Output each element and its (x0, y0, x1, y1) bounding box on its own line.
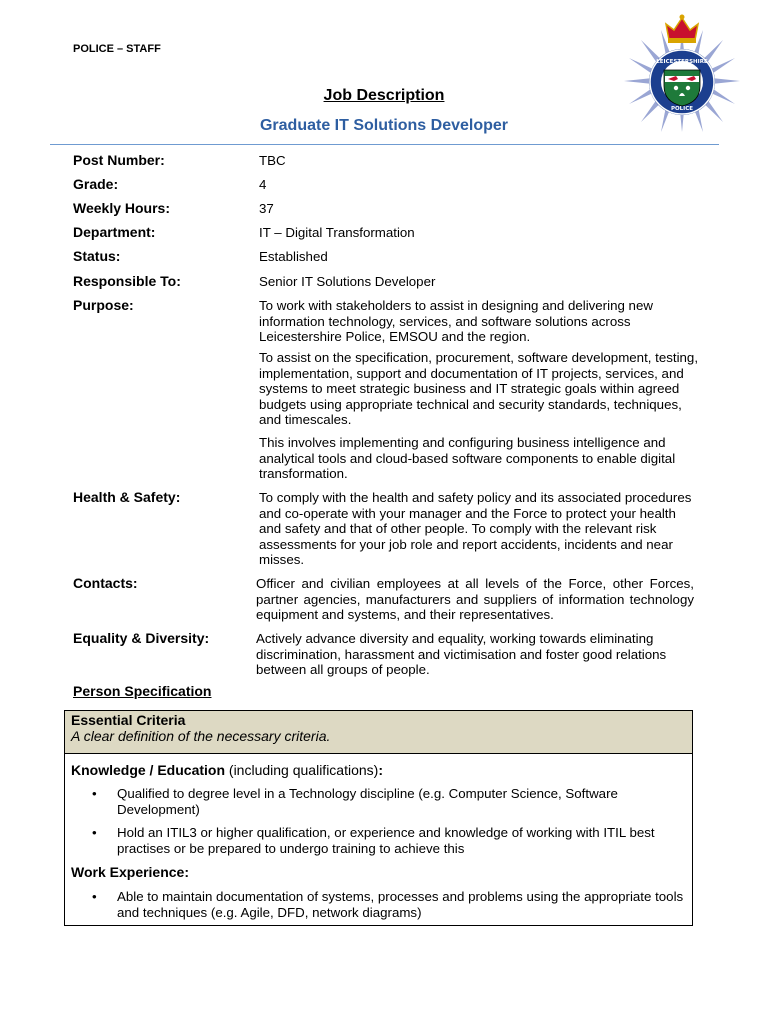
list-item (92, 889, 687, 920)
health-safety-label: Health & Safety: (73, 489, 181, 505)
essential-criteria-header (65, 711, 692, 754)
contacts-label: Contacts: (73, 575, 138, 591)
crest-text-top: LEICESTERSHIRE (656, 59, 708, 65)
crown-icon (666, 15, 698, 44)
document-title: Job Description (323, 87, 445, 104)
essential-criteria-title: Essential Criteria (71, 712, 186, 728)
list-item (92, 825, 687, 856)
grade-label: Grade: (73, 176, 119, 192)
responsible-to-label: Responsible To: (73, 273, 181, 289)
post-number-label: Post Number: (73, 152, 165, 168)
staff-label: POLICE – STAFF (73, 43, 161, 55)
essential-criteria-description: A clear definition of the necessary criteria. (71, 728, 331, 744)
status-label: Status: (73, 248, 121, 264)
health-safety-value: To comply with the health and safety policy and its associated procedures and co-operate with your manager and the Force to protect your health and safety and that of other people. To comply with the relevant risk assessments for your job role and report accidents, incidents and near misses. (259, 490, 692, 568)
purpose-paragraph-1: To work with stakeholders to assist in designing and delivering new information technology, services, and software solutions across Leicestershire Police, EMSOU and the region. (259, 298, 653, 345)
equality-value: Actively advance diversity and equality, working towards eliminating discrimination, harassment and victimisation and foster good relations between all groups of people. (256, 631, 667, 678)
purpose-label: Purpose: (73, 297, 134, 313)
purpose-paragraph-2: To assist on the specification, procurement, software development, testing, implementation, support and documentation of IT projects, services, and systems to meet strategic business and IT strategic goals within agreed budgets using appropriate technical and security standards, techniques, and timescales. (259, 350, 699, 428)
crest-text-bottom: POLICE (670, 106, 694, 112)
knowledge-item-2: Hold an ITIL3 or higher qualification, or experience and knowledge of working with ITIL best practises or be prepared to undergo training to achieve this (117, 825, 655, 856)
weekly-hours-value: 37 (259, 201, 274, 216)
job-title: Graduate IT Solutions Developer (259, 117, 509, 134)
purpose-paragraph-3: This involves implementing and configuring business intelligence and analytical tools and cloud-based software components to enable digital transformation. (259, 435, 676, 482)
knowledge-heading-bold: Knowledge / Education (71, 762, 226, 778)
weekly-hours-label: Weekly Hours: (73, 200, 170, 216)
contacts-value: Officer and civilian employees at all levels of the Force, other Forces, partner agencies, manufacturers and suppliers of information technology equipment and systems, and their representatives. (256, 576, 694, 623)
responsible-to-value: Senior IT Solutions Developer (259, 274, 436, 289)
work-experience-heading (71, 864, 189, 880)
equality-label: Equality & Diversity: (73, 630, 210, 646)
department-label: Department: (73, 224, 156, 240)
knowledge-education-heading (71, 762, 383, 778)
bullet-icon: • (92, 786, 97, 801)
list-item (92, 786, 687, 817)
essential-criteria-box (64, 710, 693, 926)
knowledge-heading-colon: : (378, 762, 383, 778)
header-divider (50, 144, 719, 145)
knowledge-item-1: Qualified to degree level in a Technology discipline (e.g. Computer Science, Software Development) (117, 786, 618, 817)
post-number-value: TBC (259, 153, 286, 168)
person-specification-heading: Person Specification (73, 683, 212, 699)
department-value: IT – Digital Transformation (259, 225, 415, 240)
work-heading-text: Work Experience: (71, 864, 190, 880)
grade-value: 4 (259, 177, 267, 192)
knowledge-heading-note: (including qualifications) (225, 762, 379, 778)
status-value: Established (259, 249, 328, 264)
leicestershire-police-crest-logo (624, 10, 740, 132)
bullet-icon: • (92, 889, 97, 904)
bullet-icon: • (92, 825, 97, 840)
work-item-1: Able to maintain documentation of systems, processes and problems using the appropriate tools and techniques (e.g. Agile, DFD, network diagrams) (117, 889, 684, 920)
